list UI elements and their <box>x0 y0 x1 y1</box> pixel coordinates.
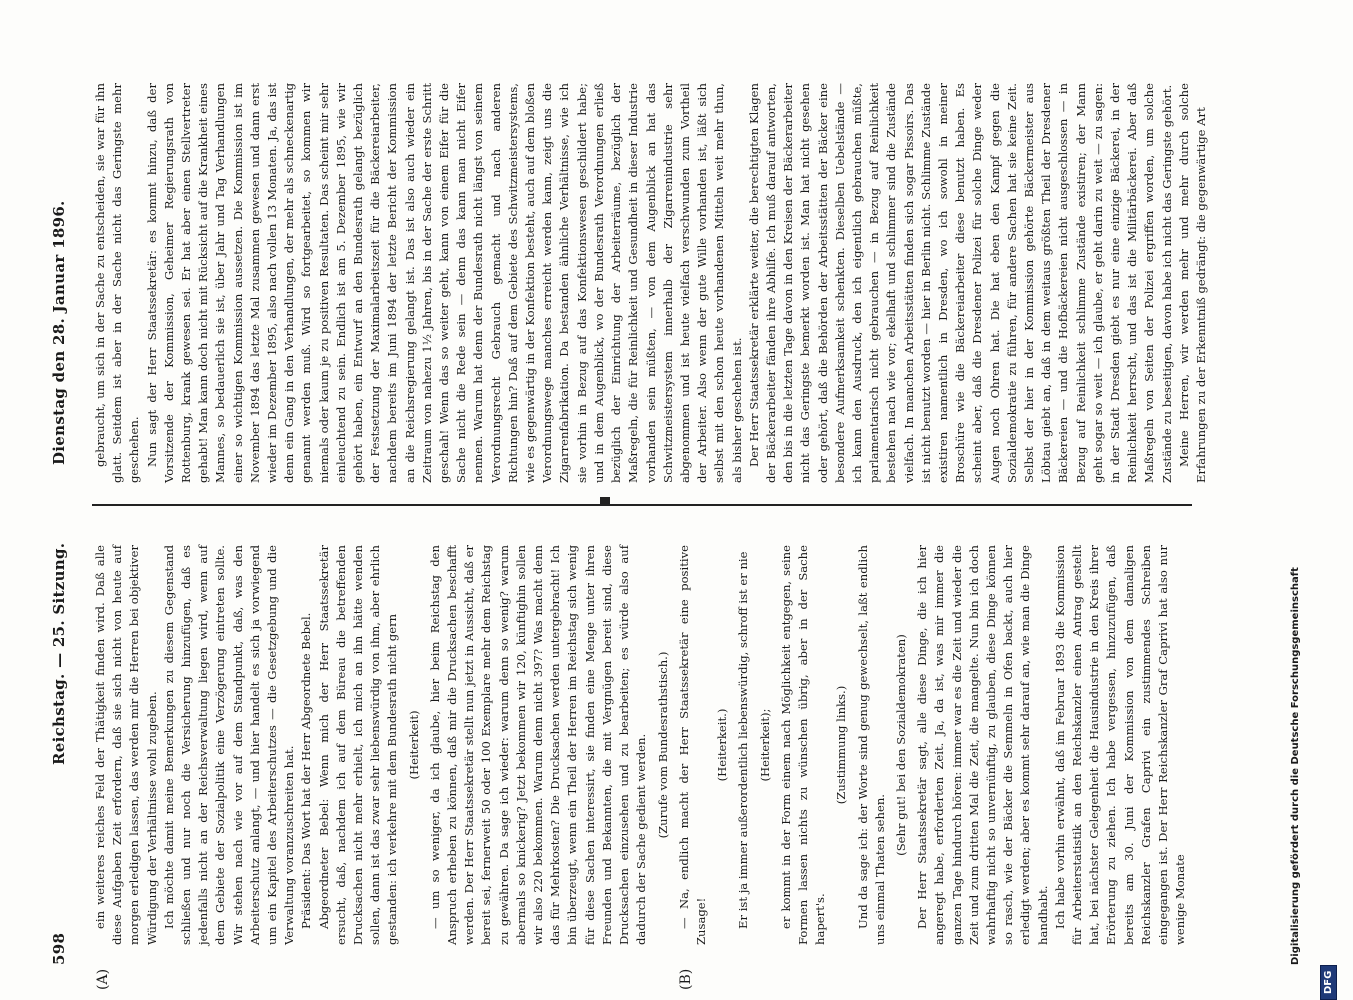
margin-marker-b: (B) <box>678 968 694 990</box>
paragraph: Der Herr Staatssekretär erklärte weiter, die berechtigten Klagen der Bäckerarbeiter fänden ihre Abhilfe. Ich muß darauf antworten, den bis in die letzten Tage davon in den Kreisen der Bäckerarbeiter nicht das Geringste bemerkt worden ist. Man hat nicht gesehen oder gehört, daß die Behörden der Arbeitsstätten der Bäcker eine besondere Aufmerksamkeit schenkten. Dieselben Uebelstände — ich kann den Ausdruck, den ich eigentlich gebrauchen müßte, parlamentarisch nicht gebrauchen — in Bezug auf Reinlichkeit bestehen nach wie vor; ekelhaft und schlimmer sind die Zustände vielfach. In manchen Arbeitsstätten finden sich sogar Pissoirs. Das ist nicht benutzt worden — hier in Berlin nicht. Schlimme Zustände existiren namentlich in Dresden, wo ich sowohl in meiner Broschüre wie die Bäckereiarbeiter diese benutzt haben. Es scheint aber, daß die Dresdener Polizei für solche Dinge weder Augen noch Ohren hat. Die hat eben den Kampf gegen die Sozialdemokratie zu führen, für andere Sachen hat sie keine Zeit. Selbst der hier in der Kommission gehörte Bäckermeister aus Löbtau giebt an, daß in dem weitaus größten Theil der Dresdener Bäckereien — und die Hofbäckereien nicht ausgeschlossen — in Bezug auf Reinlichkeit schlimme Zustände existiren; der Mann geht sogar so weit — ich glaube, er geht darin zu weit — zu sagen: in der Stadt Dresden giebt es nur eine einzige Bäckerei, in der Reinlichkeit herrscht, und das ist die Militärbäckerei. Aber daß Maßregeln von Seiten der Polizei ergriffen worden, um solche Zustände zu beseitigen, davon habe ich nicht das Geringste gehört. <box>746 83 1174 483</box>
interjection: (Heiterkeit) <box>406 710 421 780</box>
paragraph: Ich möchte damit meine Bemerkungen zu diesem Gegenstand schließen und nur noch die Versicherung hinzufügen, daß es jedenfalls nicht an der Reichsverwaltung liegen wird, wenn auf dem Gebiete der Sozialpolitik eine Verzögerung eintreten sollte. Wir stehen nach wie vor auf dem Standpunkt, daß, was den Arbeiterschutz anlangt, — und hier handelt es sich ja vorwiegend um ein Kapitel des Arbeiterschutzes — die Gesetzgebung und die Verwaltung voranzuschreiten hat. <box>161 545 297 945</box>
page-number: 598 <box>50 932 68 965</box>
paragraph: gebraucht, um sich in der Sache zu entscheiden, sie war für ihn glatt. Seitdem ist aber in der Sache nicht das Geringste mehr geschehen. <box>93 83 142 483</box>
page-header <box>50 0 76 965</box>
interjection: (Zurufe vom Bundesrathstisch.) <box>655 651 670 839</box>
text-column-right <box>92 83 1208 483</box>
interjection: (Sehr gut! bei den Sozialdemokraten) <box>893 634 908 856</box>
paragraph: — Na, endlich macht der Herr Staatssekretär eine positive Zusage! <box>676 545 708 945</box>
paragraph: Der Herr Staatssekretär sagt, alle diese Dinge, die ich hier angeregt habe, erforderten Zeit. Ja, da ist, was mir immer die ganzen Tage hindurch hören: immer war es die Zeit und wieder die Zeit und zum dritten Mal die Zeit, die mangelte. Nun bin ich doch wahrhaftig nicht so unvernünftig, zu glauben, diese Dinge können so rasch, wie der Bäcker die Semmeln in Ofen backt, auch hier erledigt werden; aber es kommt sehr darauf an, wie man die Dinge handhabt. <box>915 545 1050 945</box>
paragraph: Präsident: Das Wort hat der Herr Abgeordnete Bebel. <box>299 612 314 929</box>
paragraph: — um so weniger, da ich glaube, hier beim Reichstag den Anspruch erheben zu können, daß mir die Drucksachen beschafft werden. Der Herr Staatssekretär stellt nun jetzt in Aussicht, daß er bereit sei, fernerweit 50 oder 100 Exemplare mehr dem Reichstag zu gewähren. Da sage ich wieder: warum denn so wenig? warum abermals so knickerig? Jetzt bekommen wir 120, künftighin sollen wir also 220 bekommen. Warum denn nicht 397? Was macht denn das für Mehrkosten? Die Drucksachen werden untergebracht! Ich bin überzeugt, wenn ein Theil der Herren im Reichstag sich wenig für diese Sachen interessirt, sie finden eine Menge unter ihren Freunden und Bekannten, die mit Vergnügen bereit sind, diese Drucksachen einzusehen und zu bearbeiten; es würde also auf dadurch der Sache gedient werden. <box>427 545 649 945</box>
interjection: (Heiterkeit.) <box>715 708 730 782</box>
text-column-left <box>92 545 1192 945</box>
dfg-logo: DFG <box>1320 965 1337 1000</box>
paragraph: Ich habe vorhin erwähnt, daß im Februar 1893 die Kommission für Arbeiterstatistik an den Reichskanzler einen Antrag gestellt hat, bei nächster Gelegenheit die Hausindustrie in den Kreis ihrer Erörterung zu ziehen. Ich habe vergessen, hinzuzufügen, daß bereits am 30. Juni der Kommission von dem damaligen Reichskanzler Grafen Caprivi ein zustimmendes Schreiben eingegangen ist. Der Herr Reichskanzler Graf Caprivi hat also nur wenige Monate <box>1052 545 1188 945</box>
paragraph: Abgeordneter Bebel: Wenn mich der Herr Staatssekretär ersucht, daß, nachdem ich auf dem Büreau die betreffenden Drucksachen nicht mehr erhielt, ich mich an ihn hätte wenden sollen, dann ist das zwar sehr liebenswürdig von ihm, aber ehrlich gestanden: ich verkehre mit dem Bundesrath nicht gern <box>316 545 400 945</box>
interjection: (Heiterkeit); <box>757 708 772 782</box>
paragraph: Nun sagt der Herr Staatssekretär: es kommt hinzu, daß der Vorsitzende der Kommission, Geheimer Regierungsrath von Rottenburg, krank gewesen sei. Er hat aber einen Stellvertreter gehabt! Man kann doch nicht mit Rücksicht auf die Krankheit eines Mannes, so bedauerlich sie ist, über Jahr und Tag Verhandlungen einer so wichtigen Kommission aussetzen. Die Kommission ist im November 1894 das letzte Mal zusammen gewesen und dann erst wieder im Dezember 1895, also nach vollen 13 Monaten. Ja, das ist denn ein Gang in den Verhandlungen, der mehr als schneckenartig genannt werden muß. Wird so fortgearbeitet, so kommen wir niemals oder kaum je zu positiven Resultaten. Das scheint mir sehr einleuchtend zu sein. Endlich ist am 5. Dezember 1895, wie wir gehört haben, ein Entwurf an den Bundesrath gelangt bezüglich der Festsetzung der Maximalarbeitszeit für die Bäckereiarbeiter, nachdem bereits im Juni 1894 der letzte Bericht der Kommission an die Reichsregierung gelangt ist. Das ist also auch wieder ein Zeitraum von nahezu 1½ Jahren, bis in der Sache der erste Schritt geschah! Wenn das so weiter geht, kann von einem Eifer für die Sache nicht die Rede sein — denn das kann man nicht Eifer nennen. Warum hat denn der Bundesrath nicht längst von seinem Verordnungsrecht Gebrauch gemacht und nach anderen Richtungen hin? Daß auf dem Gebiete des Schwitzmeistersystems, wie es gegenwärtig in der Konfektion besteht, auch auf dem bloßen Verordnungswege manches erreicht werden kann, zeigt uns die Zigarrenfabrikation. Da bestanden ähnliche Verhältnisse, wie ich sie vorhin in Bezug auf das Konfektionswesen geschildert habe; und in dem Augenblick, wo der Bundesrath Verordnungen erließ bezüglich der Einrichtung der Arbeiterräume, bezüglich der Maßregeln, die für Reinlichkeit und Gesundheit in dieser Industrie vorhanden sein müßten, — von dem Augenblick an hat das Schwitzmeistersystem innerhalb der Zigarrenindustrie sehr abgenommen und ist heute vielfach verschwunden zum Vortheil der Arbeiter. Also wenn der gute Wille vorhanden ist, läßt sich selbst mit den schon heute vorhandenen Mitteln weit mehr thun, als bisher geschehen ist. <box>144 83 744 483</box>
interjection: (Zustimmung links.) <box>834 685 849 805</box>
paragraph: Er ist ja immer außerordentlich liebenswürdig, schroff ist er nie <box>736 551 751 929</box>
column-divider-mark <box>600 497 610 504</box>
column-divider <box>92 504 1192 506</box>
session-date: Dienstag den 28. Januar 1896. <box>50 200 68 465</box>
paragraph: Und da sage ich: der Worte sind genug gewechselt, laßt endlich uns einmal Thaten sehen. <box>855 545 887 945</box>
digitization-credit: Digitalisierung gefördert durch die Deutsche Forschungsgemeinschaft <box>1290 567 1301 965</box>
margin-marker-a: (A) <box>95 968 111 990</box>
running-head: Reichstag. — 25. Sitzung. <box>50 542 68 765</box>
paragraph: ein weiteres reiches Feld der Thätigkeit finden wird. Daß alle diese Aufgaben Zeit erfordern, daß sie sich nicht von heute auf morgen erledigen lassen, das werden mir die Herren bei objektiver Würdigung der Verhältnisse wohl zugeben. <box>93 545 159 945</box>
paragraph: Meine Herren, wir werden mehr und mehr durch solche Erfahrungen zu der Erkenntniß gedrängt: die gegenwärtige Art <box>1176 83 1208 483</box>
paragraph: er kommt in der Form einem nach Möglichkeit entgegen, seine Formen lassen nichts zu wünschen übrig, aber in der Sache hapert's. <box>778 545 828 945</box>
